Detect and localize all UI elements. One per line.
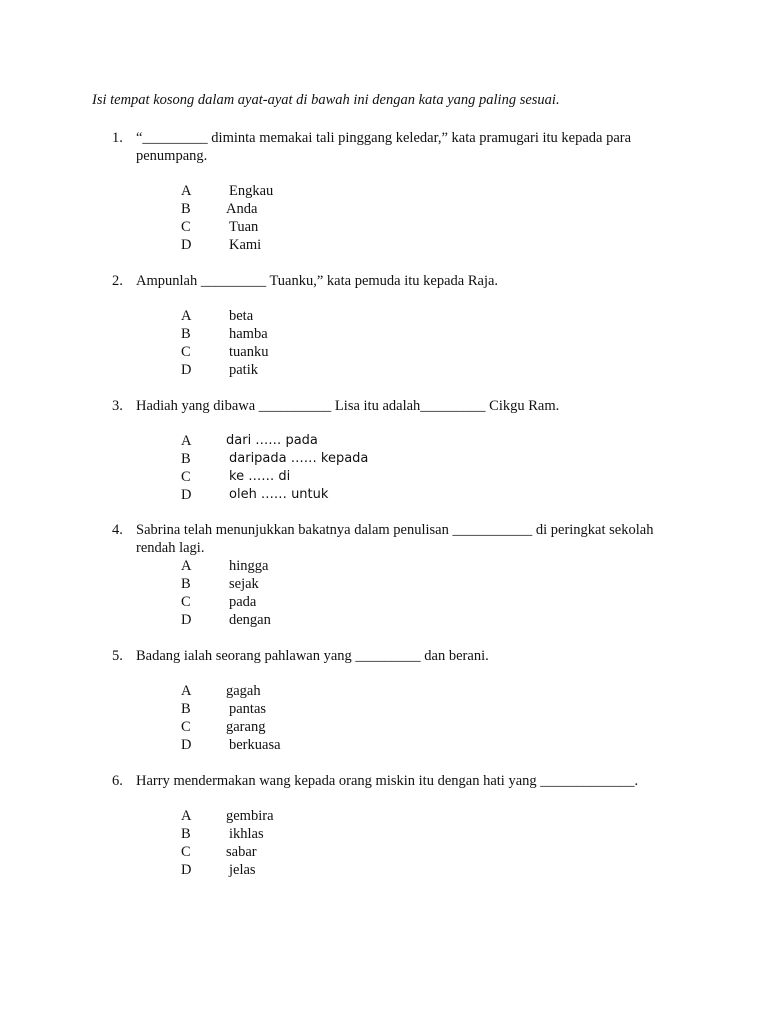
option-letter: C	[181, 844, 191, 860]
option-letter: B	[181, 826, 191, 842]
options-4	[181, 557, 271, 629]
option-letter: C	[181, 219, 191, 235]
question-text: Harry mendermakan wang kepada orang miskin itu dengan hati yang _____________.	[136, 773, 639, 789]
option[interactable]	[181, 468, 368, 486]
question-5	[112, 647, 692, 665]
option-letter: A	[181, 183, 192, 199]
option-text: ke …… di	[229, 469, 291, 484]
option-text: Engkau	[229, 183, 274, 199]
option[interactable]	[181, 361, 268, 379]
option-text: daripada …… kepada	[229, 451, 369, 466]
options-3	[181, 432, 368, 504]
option-letter: D	[181, 737, 192, 753]
option-text: oleh …… untuk	[229, 487, 329, 502]
option-letter: C	[181, 344, 191, 360]
option[interactable]	[181, 307, 268, 325]
question-3	[112, 397, 692, 415]
question-number: 5.	[112, 648, 123, 664]
question-text-continuation: penumpang.	[136, 148, 208, 164]
option-text: dengan	[229, 612, 271, 628]
option[interactable]	[181, 200, 273, 218]
option[interactable]	[181, 736, 281, 754]
option-letter: A	[181, 683, 192, 699]
option-text: gembira	[226, 808, 274, 824]
question-text: Sabrina telah menunjukkan bakatnya dalam penulisan ___________ di peringkat sekolah	[136, 522, 654, 538]
option-letter: A	[181, 808, 192, 824]
question-number: 3.	[112, 398, 123, 414]
option-text: dari …… pada	[226, 433, 318, 448]
option-letter: D	[181, 362, 192, 378]
options-6	[181, 807, 274, 879]
option[interactable]	[181, 611, 271, 629]
option[interactable]	[181, 450, 368, 468]
option-text: Kami	[229, 237, 262, 253]
option[interactable]	[181, 182, 273, 200]
option-text: ikhlas	[229, 826, 264, 842]
option-letter: A	[181, 308, 192, 324]
question-number: 4.	[112, 522, 123, 538]
question-2	[112, 272, 692, 290]
option-letter: C	[181, 594, 191, 610]
option[interactable]	[181, 557, 271, 575]
option-letter: D	[181, 487, 192, 503]
option-text: gagah	[226, 683, 261, 699]
option-letter: A	[181, 433, 192, 449]
option-letter: C	[181, 469, 191, 485]
option[interactable]	[181, 486, 368, 504]
option[interactable]	[181, 843, 274, 861]
options-2	[181, 307, 268, 379]
option[interactable]	[181, 807, 274, 825]
question-number: 1.	[112, 130, 123, 146]
option-letter: B	[181, 701, 191, 717]
option-text: garang	[226, 719, 266, 735]
question-text: Badang ialah seorang pahlawan yang _________ dan berani.	[136, 648, 489, 664]
question-1	[112, 129, 692, 165]
option[interactable]	[181, 825, 274, 843]
option-letter: B	[181, 451, 191, 467]
option[interactable]	[181, 432, 368, 450]
option[interactable]	[181, 861, 274, 879]
option[interactable]	[181, 343, 268, 361]
instructions: Isi tempat kosong dalam ayat-ayat di bawah ini dengan kata yang paling sesuai.	[92, 92, 560, 108]
question-number: 6.	[112, 773, 123, 789]
option-text: Anda	[226, 201, 258, 217]
option-text: berkuasa	[229, 737, 281, 753]
option-letter: B	[181, 576, 191, 592]
option-text: pantas	[229, 701, 267, 717]
option-letter: D	[181, 862, 192, 878]
option[interactable]	[181, 718, 281, 736]
option-text: beta	[229, 308, 254, 324]
option-text: patik	[229, 362, 258, 378]
option-letter: D	[181, 237, 192, 253]
options-1	[181, 182, 273, 254]
option-letter: D	[181, 612, 192, 628]
option-text: sejak	[229, 576, 259, 592]
option-letter: A	[181, 558, 192, 574]
option-text: pada	[229, 594, 257, 610]
question-text-continuation: rendah lagi.	[136, 540, 205, 556]
option[interactable]	[181, 575, 271, 593]
question-text: “_________ diminta memakai tali pinggang keledar,” kata pramugari itu kepada para	[136, 130, 632, 146]
options-5	[181, 682, 281, 754]
option[interactable]	[181, 218, 273, 236]
option[interactable]	[181, 700, 281, 718]
option-text: hamba	[229, 326, 268, 342]
question-text: Hadiah yang dibawa __________ Lisa itu adalah_________ Cikgu Ram.	[136, 398, 560, 414]
option-text: sabar	[226, 844, 257, 860]
option-letter: B	[181, 201, 191, 217]
option[interactable]	[181, 325, 268, 343]
question-text: Ampunlah _________ Tuanku,” kata pemuda itu kepada Raja.	[136, 273, 499, 289]
option-text: jelas	[229, 862, 256, 878]
option[interactable]	[181, 593, 271, 611]
question-6	[112, 772, 692, 790]
option-letter: C	[181, 719, 191, 735]
option-text: hingga	[229, 558, 269, 574]
option-text: tuanku	[229, 344, 269, 360]
option[interactable]	[181, 236, 273, 254]
question-4	[112, 521, 692, 557]
option-text: Tuan	[229, 219, 259, 235]
option-letter: B	[181, 326, 191, 342]
option[interactable]	[181, 682, 281, 700]
question-number: 2.	[112, 273, 123, 289]
